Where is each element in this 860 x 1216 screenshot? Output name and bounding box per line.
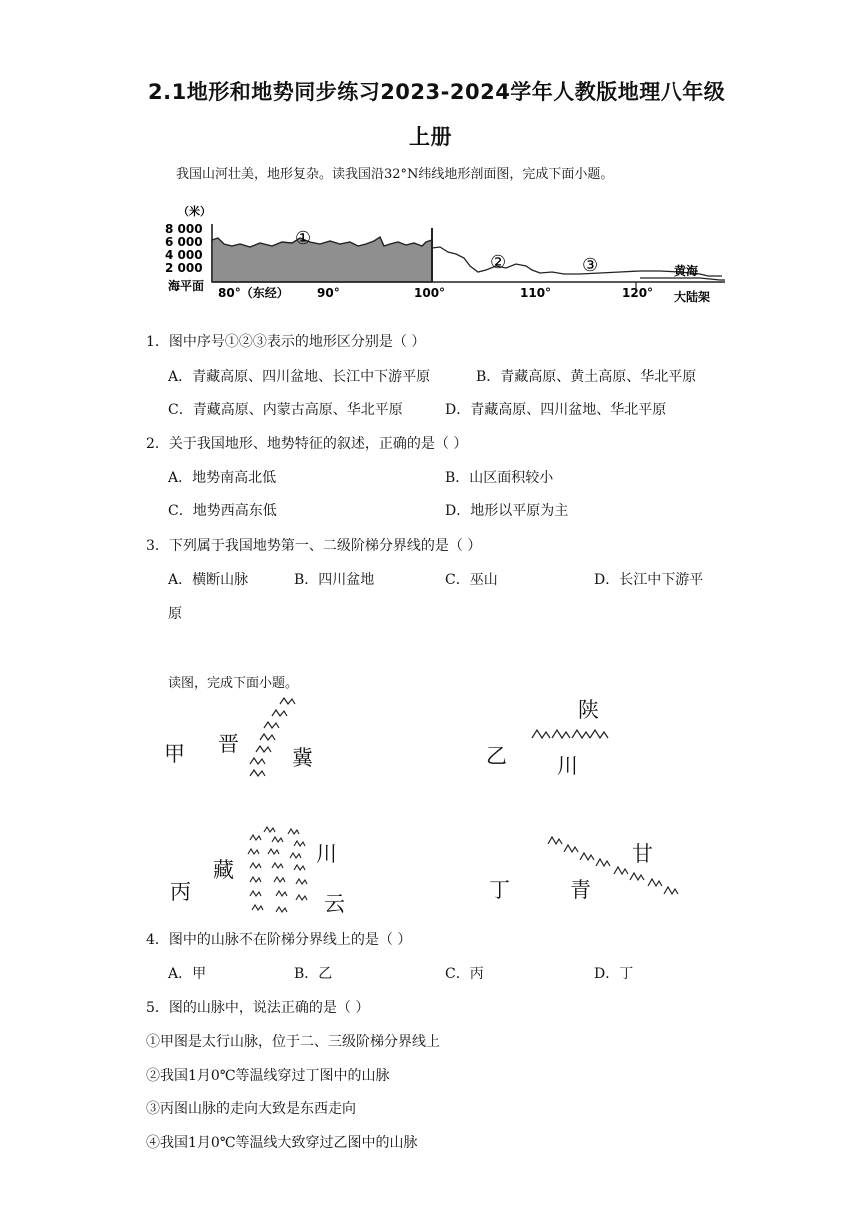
profile-ytick: 6 000 — [165, 235, 203, 249]
q1-option-c[interactable]: C．青藏高原、内蒙古高原、华北平原 — [168, 402, 403, 418]
intro-text-2: 读图，完成下面小题。 — [168, 676, 299, 691]
page-title-line2: 上册 — [409, 125, 452, 149]
profile-sea-level: 海平面 — [168, 279, 205, 293]
q2-option-b[interactable]: B．山区面积较小 — [445, 470, 554, 486]
map-bing-province-chuan: 川 — [316, 842, 337, 866]
profile-marker-3: ③ — [582, 255, 599, 276]
intro-text-1: 我国山河壮美，地形复杂。读我国沿32°N纬线地形剖面图，完成下面小题。 — [176, 167, 614, 182]
map-yi-mountain-icon — [528, 720, 612, 744]
terrain-profile-diagram — [160, 200, 730, 308]
q1-option-d[interactable]: D．青藏高原、四川盆地、华北平原 — [445, 402, 667, 418]
map-bing-province-zang: 藏 — [213, 858, 234, 882]
q5-statement-1: ①甲图是太行山脉，位于二、三级阶梯分界线上 — [146, 1034, 440, 1050]
profile-ytick: 8 000 — [165, 222, 203, 236]
q3-option-b[interactable]: B．四川盆地 — [294, 572, 375, 588]
q5-statement-3: ③丙图山脉的走向大致是东西走向 — [146, 1101, 356, 1117]
plateau-region — [212, 237, 432, 282]
q5-statement-4: ④我国1月0℃等温线大致穿过乙图中的山脉 — [146, 1135, 418, 1151]
profile-xtick: 100° — [414, 286, 446, 300]
question-5-stem: 5．图的山脉中，说法正确的是（ ） — [146, 1000, 370, 1016]
map-jia-province-ji: 冀 — [292, 746, 313, 770]
map-yi-province-shaan: 陕 — [578, 698, 599, 722]
q5-statement-2: ②我国1月0℃等温线穿过丁图中的山脉 — [146, 1068, 390, 1084]
q1-option-b[interactable]: B．青藏高原、黄土高原、华北平原 — [476, 369, 697, 385]
q4-option-b[interactable]: B．乙 — [294, 966, 333, 982]
map-ding-label: 丁 — [489, 878, 510, 902]
map-jia-mountain-icon — [238, 690, 308, 782]
q1-option-a[interactable]: A．青藏高原、四川盆地、长江中下游平原 — [168, 369, 431, 385]
map-jia-province-jin: 晋 — [218, 732, 239, 756]
q2-option-d[interactable]: D．地形以平原为主 — [445, 503, 569, 519]
profile-xtick: 110° — [520, 286, 552, 300]
profile-marker-2: ② — [490, 252, 507, 273]
profile-xtick: 90° — [317, 286, 340, 300]
q3-option-d[interactable]: D．长江中下游平 — [594, 572, 704, 588]
map-yi-label: 乙 — [486, 744, 507, 768]
map-bing-province-yun: 云 — [324, 892, 345, 916]
page-title-line1: 2.1地形和地势同步练习2023-2024学年人教版地理八年级 — [148, 80, 726, 104]
profile-ytick: 2 000 — [165, 261, 203, 275]
question-3-stem: 3．下列属于我国地势第一、二级阶梯分界线的是（ ） — [146, 538, 482, 554]
profile-huanghai: 黄海 — [674, 264, 699, 278]
q4-option-a[interactable]: A．甲 — [168, 966, 207, 982]
question-2-stem: 2．关于我国地形、地势特征的叙述，正确的是（ ） — [146, 436, 468, 452]
map-yi-province-chuan: 川 — [557, 754, 578, 778]
question-4-stem: 4．图中的山脉不在阶梯分界线上的是（ ） — [146, 932, 412, 948]
q4-option-c[interactable]: C．丙 — [445, 966, 484, 982]
q3-option-a[interactable]: A．横断山脉 — [168, 572, 249, 588]
profile-xtick: 120° — [622, 286, 654, 300]
profile-ytick: 4 000 — [165, 248, 203, 262]
q3-option-d-wrap: 原 — [168, 606, 182, 622]
map-jia-label: 甲 — [164, 742, 185, 766]
map-bing-mountain-icon — [244, 820, 320, 922]
map-ding-province-gan: 甘 — [632, 842, 653, 866]
q2-option-a[interactable]: A．地势南高北低 — [168, 470, 277, 486]
q2-option-c[interactable]: C．地势西高东低 — [168, 503, 277, 519]
q4-option-d[interactable]: D．丁 — [594, 966, 634, 982]
map-bing-label: 丙 — [170, 880, 191, 904]
profile-unit: （米） — [178, 205, 211, 218]
profile-shelf: 大陆架 — [674, 290, 711, 304]
profile-xtick: 80°（东经） — [218, 286, 289, 300]
question-1-stem: 1．图中序号①②③表示的地形区分别是（ ） — [146, 334, 426, 350]
map-ding-province-qing: 青 — [570, 878, 591, 902]
q3-option-c[interactable]: C．巫山 — [445, 572, 498, 588]
profile-marker-1: ① — [295, 228, 312, 249]
map-ding-mountain-icon — [544, 828, 688, 904]
